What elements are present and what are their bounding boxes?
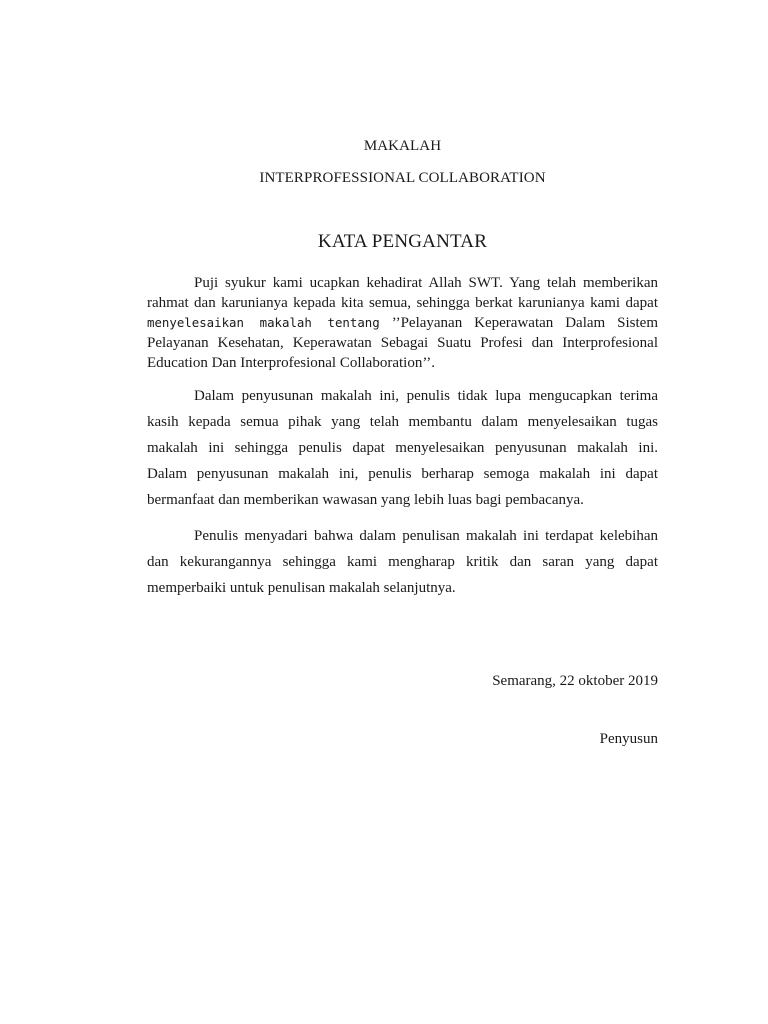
page-title: KATA PENGANTAR (317, 231, 488, 252)
paragraph-2 (147, 383, 658, 513)
paragraph-2-line: Dalam penyusunan makalah ini, penulis berharap semoga makalah ini dapat (147, 466, 658, 482)
paragraph-3-line: memperbaiki untuk penulisan makalah selanjutnya. (147, 580, 456, 596)
place-date: Semarang, 22 oktober 2019 (492, 673, 658, 689)
paragraph-1-line-segment: ’’Pelayanan Keperawatan Dalam Sistem (391, 315, 658, 331)
paragraph-2-line: Dalam penyusunan makalah ini, penulis tidak lupa mengucapkan terima (194, 388, 658, 404)
paragraph-3 (147, 523, 658, 601)
paragraph-1-line: Education Dan Interprofesional Collaboration’’. (147, 355, 435, 371)
paragraph-1-line: Puji syukur kami ucapkan kehadirat Allah SWT. Yang telah memberikan (194, 275, 658, 291)
paragraph-3-line: dan kekurangannya sehingga kami mengharap kritik dan saran yang dapat (147, 554, 658, 570)
paragraph-1-line-mixed (147, 313, 658, 333)
paragraph-3-line: Penulis menyadari bahwa dalam penulisan makalah ini terdapat kelebihan (194, 528, 658, 544)
signature-label: Penyusun (599, 731, 658, 747)
paragraph-1-line-mono-segment: menyelesaikan makalah tentang (147, 315, 380, 330)
paragraph-2-line: makalah ini sehingga penulis dapat menyelesaikan penyusunan makalah ini. (147, 440, 658, 456)
paragraph-2-line: kasih kepada semua pihak yang telah membantu dalam menyelesaikan tugas (147, 414, 658, 430)
document-heading-subject: INTERPROFESSIONAL COLLABORATION (259, 170, 546, 186)
document-heading-makalah: MAKALAH (363, 138, 442, 154)
paragraph-1 (147, 273, 658, 373)
paragraph-2-line: bermanfaat dan memberikan wawasan yang lebih luas bagi pembacanya. (147, 492, 584, 508)
paragraph-1-line: Pelayanan Kesehatan, Keperawatan Sebagai Suatu Profesi dan Interprofesional (147, 335, 658, 351)
paragraph-1-line: rahmat dan karunianya kepada kita semua, sehingga berkat karunianya kami dapat (147, 295, 658, 311)
